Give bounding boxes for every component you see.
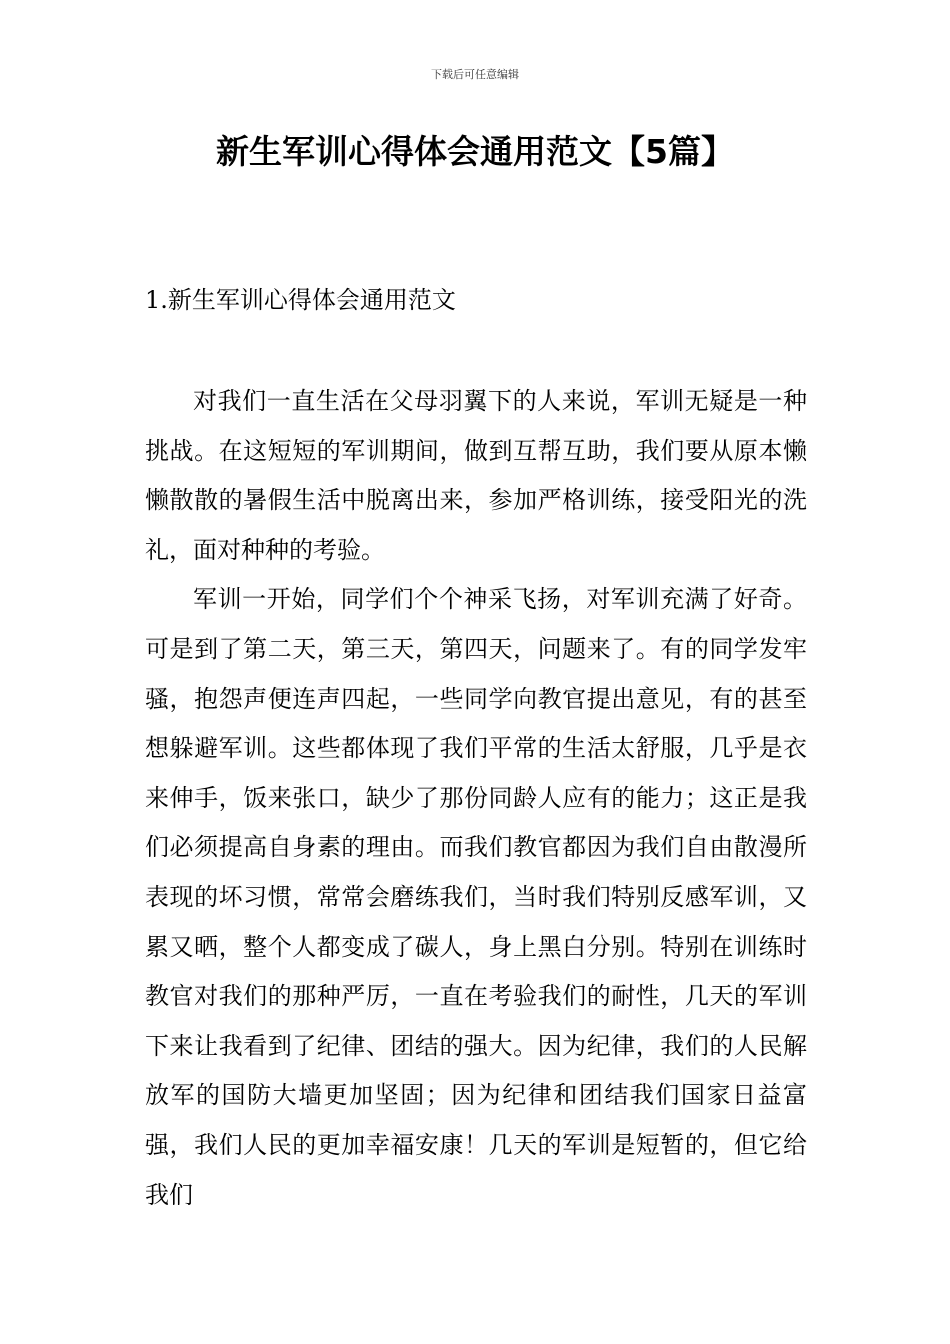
document-title: 新生军训心得体会通用范文【5篇】 bbox=[216, 132, 734, 171]
paragraph-1: 对我们一直生活在父母羽翼下的人来说，军训无疑是一种挑战。在这短短的军训期间，做到互帮互助，我们要从原本懒懒散散的暑假生活中脱离出来，参加严格训练，接受阳光的洗礼，面对种种的考验。 bbox=[145, 387, 807, 564]
header-note: 下载后可任意编辑 bbox=[431, 68, 519, 81]
section-heading: 1.新生军训心得体会通用范文 bbox=[145, 286, 456, 314]
document-body bbox=[145, 377, 807, 1220]
paragraph-2: 军训一开始，同学们个个神采飞扬，对军训充满了好奇。可是到了第二天，第三天，第四天，问题来了。有的同学发牢骚，抱怨声便连声四起，一些同学向教官提出意见，有的甚至想躲避军训。这些都体现了我们平常的生活太舒服，几乎是衣来伸手，饭来张口，缺少了那份同龄人应有的能力；这正是我们必须提高自身素的理由。而我们教官都因为我们自由散漫所表现的坏习惯，常常会磨练我们，当时我们特别反感军训，又累又晒，整个人都变成了碳人，身上黑白分别。特别在训练时教官对我们的那种严厉，一直在考验我们的耐性，几天的军训下来让我看到了纪律、团结的强大。因为纪律，我们的人民解放军的国防大墙更加坚固；因为纪律和团结我们国家日益富强，我们人民的更加幸福安康！几天的军训是短暂的，但它给我们 bbox=[145, 585, 807, 1209]
